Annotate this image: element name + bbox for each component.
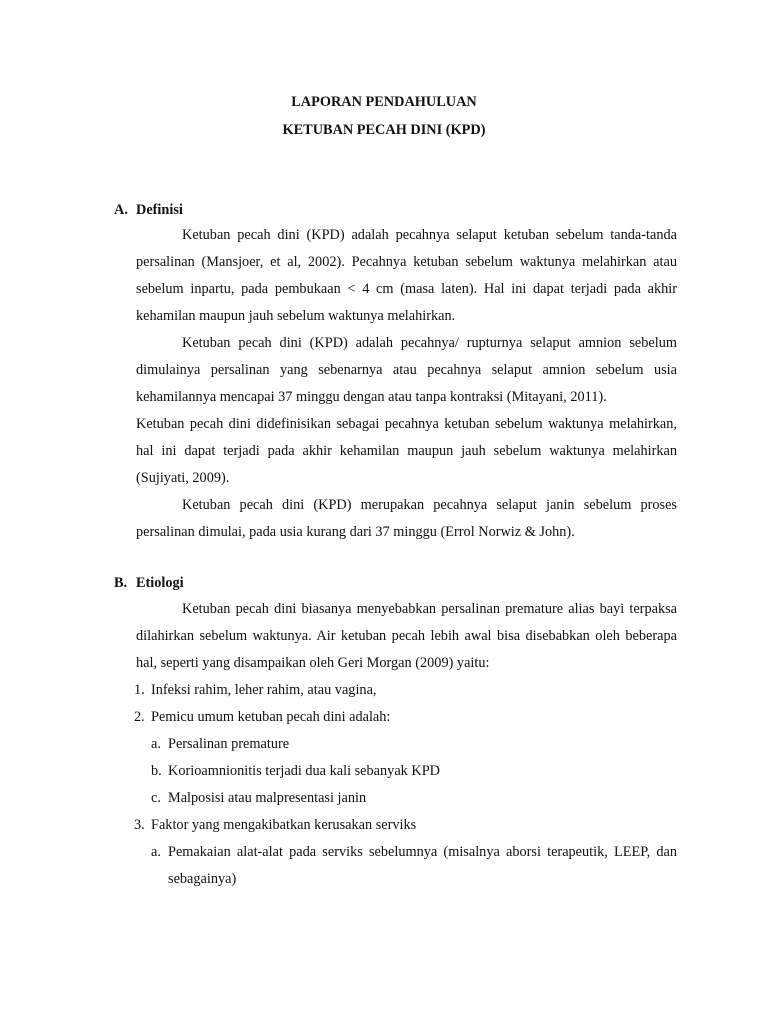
etiology-intro-paragraph: Ketuban pecah dini biasanya menyebabkan persalinan premature alias bayi terpaksa dilahirkan sebelum waktunya. Air ketuban pecah lebih awal bisa disebabkan oleh beberapa hal, seperti yang disampaikan oleh Geri Morgan (2009) yaitu:	[136, 601, 677, 671]
sublist	[134, 731, 677, 812]
sublist-item-letter: a.	[151, 736, 161, 752]
sublist-item	[151, 785, 677, 812]
section-b-title: Etiologi	[136, 575, 184, 591]
section-b-heading	[114, 573, 184, 593]
section-a-heading	[114, 200, 183, 220]
definition-paragraph-2: Ketuban pecah dini (KPD) adalah pecahnya/ rupturnya selaput amnion sebelum dimulainya persalinan yang sebenarnya atau pecahnya selaput amnion sebelum usia kehamilannya mencapai 37 minggu dengan atau tanpa kontraksi (Mitayani, 2011).	[136, 335, 677, 405]
definition-paragraph-4: Ketuban pecah dini (KPD) merupakan pecahnya selaput janin sebelum proses persalinan dimulai, pada usia kurang dari 37 minggu (Errol Norwiz & John).	[136, 497, 677, 540]
list-item	[134, 704, 677, 731]
list-item-text: Infeksi rahim, leher rahim, atau vagina,	[151, 682, 377, 698]
sublist-item-text: Persalinan premature	[168, 736, 290, 752]
section-b-body	[136, 596, 677, 677]
sublist-item	[151, 758, 677, 785]
etiology-list	[134, 677, 677, 893]
list-item-text: Pemicu umum ketuban pecah dini adalah:	[151, 709, 391, 725]
section-a-title: Definisi	[136, 202, 183, 218]
list-item	[134, 812, 677, 839]
list-item	[134, 677, 677, 704]
sublist-item	[151, 839, 677, 893]
document-title: LAPORAN PENDAHULUAN	[291, 94, 477, 110]
section-a-letter: A.	[114, 202, 128, 218]
sublist-item-letter: c.	[151, 790, 161, 806]
definition-paragraph-3: Ketuban pecah dini didefinisikan sebagai pecahnya ketuban sebelum waktunya melahirkan, hal ini dapat terjadi pada akhir kehamilan maupun jauh sebelum waktunya melahirkan (Sujiyati, 2009).	[136, 416, 677, 486]
list-item-number: 3.	[134, 817, 145, 833]
definition-paragraph-1: Ketuban pecah dini (KPD) adalah pecahnya selaput ketuban sebelum tanda-tanda persalinan (Mansjoer, et al, 2002). Pecahnya ketuban sebelum waktunya melahirkan atau sebelum inpartu, pada pembukaan < 4 cm (masa laten). Hal ini dapat terjadi pada akhir kehamilan maupun jauh sebelum waktunya melahirkan.	[136, 227, 677, 324]
list-item-text: Faktor yang mengakibatkan kerusakan serviks	[151, 817, 417, 833]
sublist-item-letter: a.	[151, 844, 161, 860]
list-item-number: 2.	[134, 709, 145, 725]
section-b-letter: B.	[114, 575, 128, 591]
list-item-number: 1.	[134, 682, 145, 698]
sublist-item	[151, 731, 677, 758]
sublist-item-text: Malposisi atau malpresentasi janin	[168, 790, 367, 806]
sublist-item-text: Korioamnionitis terjadi dua kali sebanyak KPD	[168, 763, 440, 779]
section-a-body	[136, 222, 677, 546]
sublist	[134, 839, 677, 893]
sublist-item-text: Pemakaian alat-alat pada serviks sebelumnya (misalnya aborsi terapeutik, LEEP, dan sebagainya)	[168, 844, 677, 887]
sublist-item-letter: b.	[151, 763, 162, 779]
document-subtitle: KETUBAN PECAH DINI (KPD)	[282, 122, 486, 138]
